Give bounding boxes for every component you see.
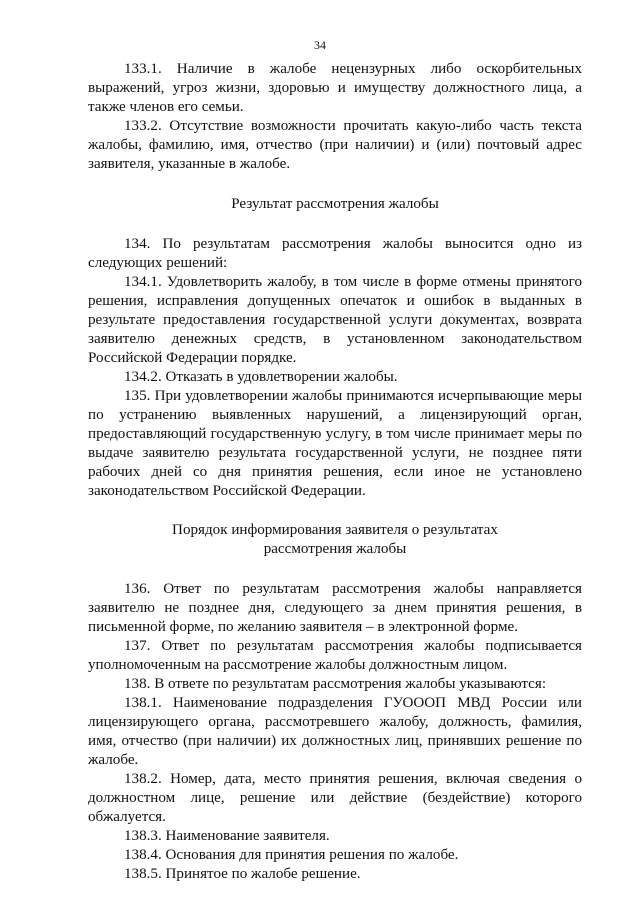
page-number: 34	[314, 38, 326, 52]
paragraph-135: 135. При удовлетворении жалобы принимаются исчерпывающие меры по устранению выявленных нарушений, а лицензирующий орган, предоставляющий государственную услугу, в том числе принимает меры по выдаче заявителю результата государственной услуги, не позднее пяти рабочих дней со дня принятия решения, если иное не установлено законодательством Российской Федерации.	[88, 388, 582, 499]
paragraph-137: 137. Ответ по результатам рассмотрения жалобы подписывается уполномоченным на рассмотрение жалобы должностным лицом.	[88, 638, 582, 673]
section-heading-informing	[88, 521, 582, 559]
section-heading-line: рассмотрения жалобы	[263, 541, 407, 557]
document-body	[88, 60, 582, 884]
paragraph-134-2: 134.2. Отказать в удовлетворении жалобы.	[124, 369, 398, 385]
paragraph-134-1: 134.1. Удовлетворить жалобу, в том числе в форме отмены принятого решения, исправления допущенных опечаток и ошибок в выданных в результате предоставления государственной услуги документах, возврата заявителю денежных средств, в установленном законодательством Российской Федерации порядке.	[88, 274, 582, 366]
paragraph-134: 134. По результатам рассмотрения жалобы выносится одно из следующих решений:	[88, 236, 582, 271]
paragraph-138-1: 138.1. Наименование подразделения ГУОООП МВД России или лицензирующего органа, рассмотревшего жалобу, должность, фамилия, имя, отчество (при наличии) их должностных лиц, принявших решение по жалобе.	[88, 695, 582, 768]
paragraph-138: 138. В ответе по результатам рассмотрения жалобы указываются:	[124, 676, 547, 692]
paragraph-138-3: 138.3. Наименование заявителя.	[124, 828, 330, 844]
section-heading-line: Результат рассмотрения жалобы	[231, 196, 439, 212]
paragraph-138-5: 138.5. Принятое по жалобе решение.	[124, 866, 361, 882]
section-heading-line: Порядок информирования заявителя о результатах	[172, 522, 498, 538]
paragraph-133-2: 133.2. Отсутствие возможности прочитать какую-либо часть текста жалобы, фамилию, имя, отчество (при наличии) и (или) почтовый адрес заявителя, указанные в жалобе.	[88, 118, 582, 172]
paragraph-136: 136. Ответ по результатам рассмотрения жалобы направляется заявителю не позднее дня, следующего за днем принятия решения, в письменной форме, по желанию заявителя – в электронной форме.	[88, 581, 582, 635]
paragraph-133-1: 133.1. Наличие в жалобе нецензурных либо оскорбительных выражений, угроз жизни, здоровью и имуществу должностного лица, а также членов его семьи.	[88, 61, 582, 115]
section-heading-result	[88, 195, 582, 214]
paragraph-138-4: 138.4. Основания для принятия решения по жалобе.	[124, 847, 459, 863]
paragraph-138-2: 138.2. Номер, дата, место принятия решения, включая сведения о должностном лице, решение или действие (бездействие) которого обжалуется.	[88, 771, 582, 825]
